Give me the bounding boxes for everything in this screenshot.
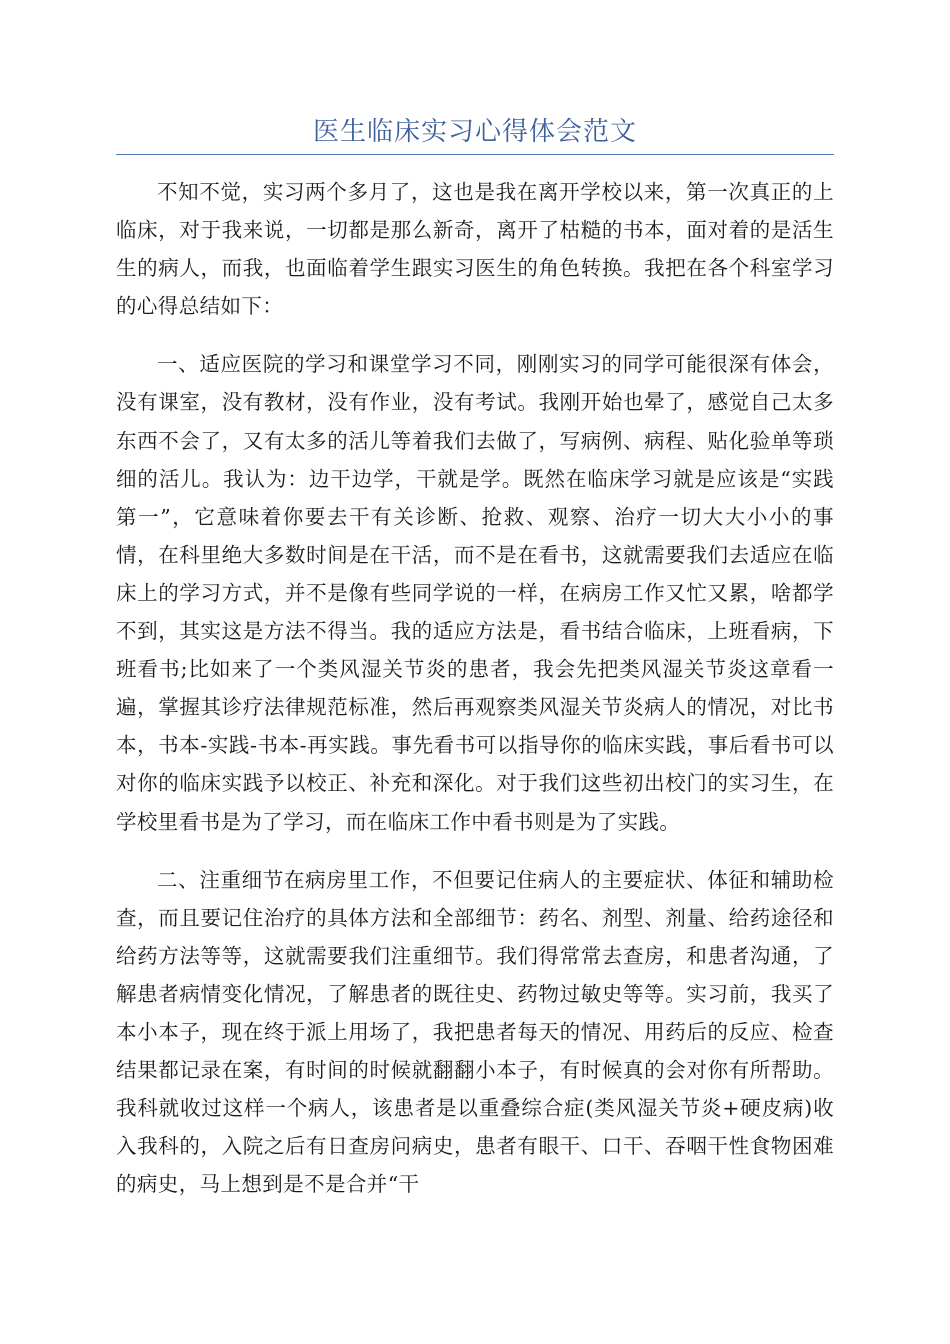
document-title: 医生临床实习心得体会范文	[312, 117, 637, 147]
paragraph-section-two: 二、注重细节在病房里工作，不但要记住病人的主要症状、体征和辅助检查，而且要记住治疗的具体方法和全部细节：药名、剂型、剂量、给药途径和给药方法等等，这就需要我们注重细节。我们得常常去查房，和患者沟通，了解患者病情变化情况，了解患者的既往史、药物过敏史等等。实习前，我买了本小本子，现在终于派上用场了，我把患者每天的情况、用药后的反应、检查结果都记录在案，有时间的时候就翻翻小本子，有时候真的会对你有所帮助。我科就收过这样一个病人，该患者是以重叠综合症(类风湿关节炎+硬皮病)收入我科的，入院之后有日查房问病史，患者有眼干、口干、吞咽干性食物困难的病史，马上想到是不是合并“干	[116, 867, 834, 1197]
title-underline	[116, 154, 834, 155]
paragraph-section-one: 一、适应医院的学习和课堂学习不同，刚刚实习的同学可能很深有体会，没有课室，没有教材，没有作业，没有考试。我刚开始也晕了，感觉自己太多东西不会了，又有太多的活儿等着我们去做了，写病例、病程、贴化验单等琐细的活儿。我认为：边干边学，干就是学。既然在临床学习就是应该是“实践第一”，它意味着你要去干有关诊断、抢救、观察、治疗一切大大小小的事情，在科里绝大多数时间是在干活，而不是在看书，这就需要我们去适应在临床上的学习方式，并不是像有些同学说的一样，在病房工作又忙又累，啥都学不到，其实这是方法不得当。我的适应方法是，看书结合临床，上班看病，下班看书;比如来了一个类风湿关节炎的患者，我会先把类风湿关节炎这章看一遍，掌握其诊疗法律规范标准，然后再观察类风湿关节炎病人的情况，对比书本，书本-实践-书本-再实践。事先看书可以指导你的临床实践，事后看书可以对你的临床实践予以校正、补充和深化。对于我们这些初出校门的实习生，在学校里看书是为了学习，而在临床工作中看书则是为了实践。	[116, 352, 834, 834]
document-body	[116, 173, 834, 1223]
paragraph-intro: 不知不觉，实习两个多月了，这也是我在离开学校以来，第一次真正的上临床，对于我来说，一切都是那么新奇，离开了枯糙的书本，面对着的是活生生的病人，而我，也面临着学生跟实习医生的角色转换。我把在各个科室学习的心得总结如下：	[116, 180, 834, 319]
